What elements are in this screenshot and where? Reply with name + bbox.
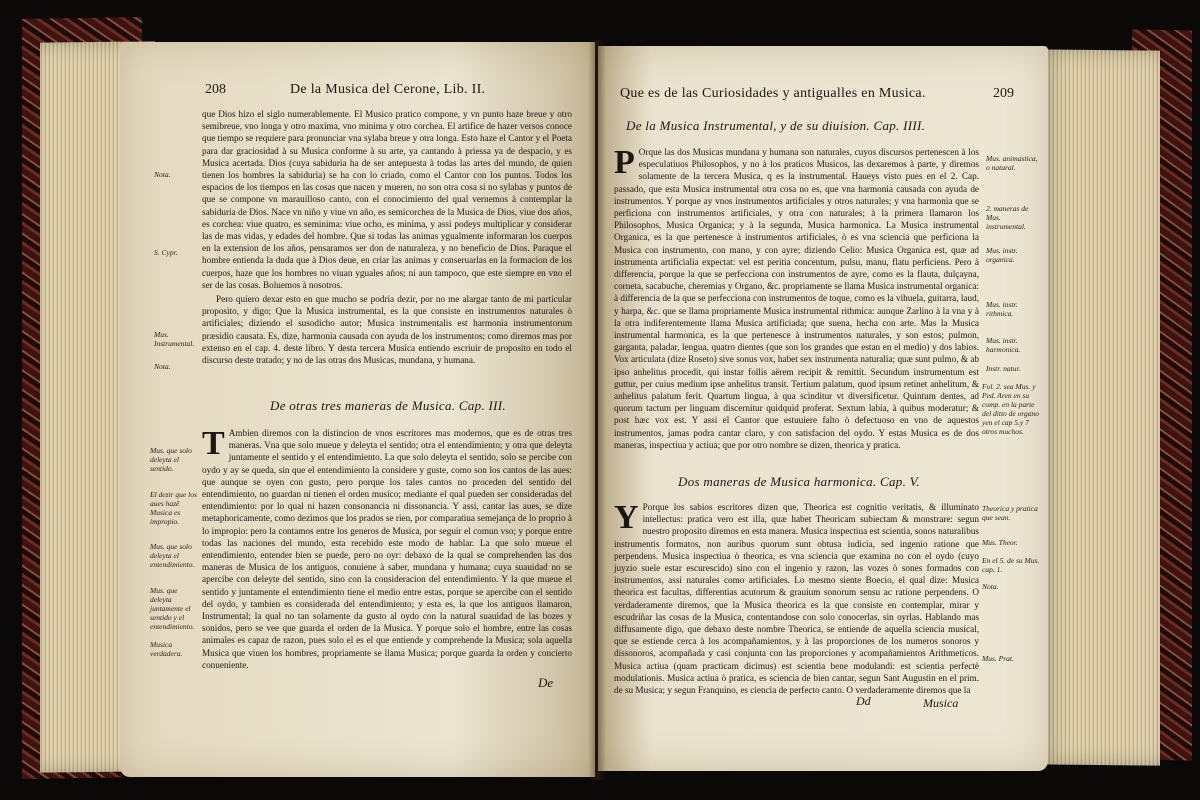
left-page-number: 208 [205,82,226,97]
dropcap: T [202,425,225,462]
margin-note: Mus. que deleyta juntamente el sentido y el entendimiento. [150,586,195,631]
margin-note: S. Cypr. [154,248,178,257]
margin-note: Theorica y pratica que sean. [982,504,1038,522]
paragraph [614,501,979,696]
catchword: Musica [923,696,959,710]
left-body-top [202,108,572,368]
margin-note: Mus. Theor. [982,538,1018,547]
margin-note: Nota. [982,582,999,591]
paragraph-text: Ambien diremos con la distincion de vnos escritores mas modernos, que es de otras tres maneras. Vna que solo mueue y deleyta el sentido; otra el entendimiento; y otra que deleyta juntamente el sentido y el entendimiento. La que solo deleyta el sentido, solo se percibe con oydo y ay se queda, sin que el entendimiento la considere y guste, como son los cantos de las aues: que aunque se oyen con gusto, pero porque los tales cantos no proceden del sentido del entendimiento, no guardan ni tienen el orden musico; mediante el qual pueden ser consideradas del entendimiento: por lo qual ni hazen consonancia ni dissonancia. Y assi, cantar las aues, se dize metaphoricamente, como dezimos que los prados se rien, por comparatiua semejança de lo proprio à lo impropio: pero la contamos entre los generos de Musica, por seguir el comun vso; y porque entre todas las naciones del mundo, esta recebido este modo de hablar. La que solo mueue el entendimiento, entender bien se puede, pero no oyr: debaxo de la qual se comprehenden las dos maneras de Musica de los antiguos, conuiene à saber, mundana y humana; cuya suauidad no se apercibe con deleyte del sentido, sino con la consideracion del entendimiento. Y la que mueue el sentido y juntamente el entendimiento tiene el medio entre estas, porque se apercibe con el sentido del oydo, y tambien es considerada del entendimiento; y esta es, la que los antiguos llamaron, Instrumental; la qual no tan solamente da gusto al oydo con la natural suauidad de las bozes y sonidos, pero se vee que guarda el orden de la Musica. Y porque solo el hombre, entre las cosas animales es capaz de razon, pues solo el es el que entiende y comprehende la Musica; sola aquella Musica que viuen los hombres, propriamente se llama Musica; porque guarda la orden y concierto conueniente. [202,428,572,670]
dropcap: P [614,144,635,181]
left-running-head: De la Musica del Cerone, Lib. II. [290,82,486,97]
margin-note: Mus. animastica, o natural. [986,154,1038,172]
margin-note: Musica verdadera. [150,640,183,658]
margin-note: Mus. instr. rithmica. [986,300,1018,318]
paragraph-text: Porque los sabios escritores dizen que, Theorica est cognitio veritatis, & illuminato intellectus: pratica vero est illa, quæ habet Theoricam subiectam & monstrare: segun nuestro proposito diremos en esta manera. Musica inspectiua est scientia, sonos naturalibus instrumentis formatos, non auribus quorum sunt obtusa iudicia, sed ingenio ratione que perpendens. Musica inspectiua ò theorica, es vna sciencia que examina no con el oydo (cuyo juyzio suele estar escurescido) sino con el ingenio y razon, las vozes ò sones formados con instrumentos, assi naturales como artificiales. Lo mesmo siente Boecio, el qual dize: Musica theorica est facultas, differentias acutorum & grauium sonorum sensu ac ratione perpendens. O verdaderamente diremos, que la Musica theorica es la que consiste en contemplar, mirar y escudriñar las cosas de la Musica, contentandose con solo conocerlas, sin oyrlas. Hablando mas diffusamente digo, que debaxo deste nombre Theorica, se entiende de aquella sciencia musical, que se estiende cerca à los acompañamientos, y à las proporciones de los numeros sonoros y dissonoros, acompañada y casi conjunta con las proporciones y acompañamientos Arithmeticos. Musica actiua (quam practicam dicimus) est scientia bene modulandi: est scientia perfectè modulationis. Musica actiua ò pratica, es sciencia de bien cantar, segun Sant Augustin en el prim. de su Musica; y segun Franquino, es ciencia de perfecto canto. O verdaderamente diremos que la [614,502,979,696]
margin-note: Instr. natur. [986,364,1021,373]
book-gutter [588,40,606,780]
paragraph: Pero quiero dexar esto en que mucho se podria dezir, por no me alargar tanto de mi particular proposito, y digo; Que la Musica instrumental, es la que consiste en instrumentos naturales ò artificiales; diziendo el susodicho autor; Musica instrumentalis est harmonia instrumentorum præsidio causata. Es, dize, harmonia causada con ayuda de los instrumentos; como diremos mas por extenso en el cap. 4. deste libro. Y desta tercera Musica entiendo escriuir de proposito en todo el discurso deste tratado; y no de las otras dos Musicas, mundana, y humana. [202,294,572,366]
left-body-bottom [202,427,572,673]
margin-note: Nota. [154,170,171,179]
chapter-heading: De otras tres maneras de Musica. Cap. III. [270,398,506,413]
margin-note: Mus. instr. harmonica. [986,336,1021,354]
paragraph [614,146,979,451]
dropcap: Y [614,499,639,536]
chapter-heading: Dos maneras de Musica harmonica. Cap. V. [678,474,920,489]
right-page-number: 209 [993,86,1014,101]
right-page-edges [1040,49,1160,765]
right-body-bottom [614,501,979,698]
catchword: De [538,675,554,690]
left-page [120,42,595,777]
right-page [598,46,1048,771]
margin-note: El dezir que los aues hazē Musica es impropio. [150,490,197,526]
signature-mark: Dd [856,694,871,708]
margin-note: Mus. Prat. [982,654,1014,663]
right-body-top [614,146,979,453]
paragraph [202,427,572,671]
margin-note: Nota. [154,362,171,371]
margin-note: Mus. que solo deleyta el entendimiento. [150,542,195,569]
chapter-heading: De la Musica Instrumental, y de su diuision. Cap. IIII. [626,118,926,133]
margin-note: En el 5. de su Mus. cap. 1. [982,556,1040,574]
margin-note: Fol. 2. sea Mus. y Ped. Aren en su comp. en la parte del ditto de organo yen el cap 5.y 7 otros muchos. [982,382,1040,436]
margin-note: Mus. Instrumental. [154,330,195,348]
margin-note: 2. maneras de Mus. instrumental. [986,204,1029,231]
paragraph-text: Orque las dos Musicas mundana y humana son naturales, cuyos discursos pertenescen à los especulatiuos Philosophos, y no à los praticos Musicos, las dexaremos à parte, y diremos solamente de la tercera Musica, q es la instrumental. Haueys visto pues en el 2. Cap. passado, que esta Musica instrumental otra cosa no es, que vna harmonia causada con ayuda de instrumentos. Y porque ay vnos instrumentos artificiales y otros naturales; y vna harmonia que se perficiona con instrumentos artificiales, y otra con naturales; à la primera llamaron los Philosophos, Musica Organica; y à la segunda, Musica harmonica. La Musica instrumental Organica, es la que pertenesce à instrumentos artificiales, ò es vna sciencia que perficiona la Musica con instrumento, con mano, y con ayre; diziendo Celio: Musica Organica est, quæ ad instrumenta artificialia expectat: vel est peritia concentum, pulsu, manu, flatu perficiens. Pero à differencia, porque la que se perfecciona con instrumentos de ayre, como es la flauta, dulçayna, corneta, sacabuche, cheremias y Organo, &c. propriamente se llama Musica instrumental organica: à differencia de la que se perfecciona con instrumentos de toque, como es la vihuela, guitarra, laud, y harpa, &c. que se llama propriamente Musica instrumental rithmica: aunque Zarlino à la vna y à la otra indiferentemente llama Musica artificiada; que suena, hecha con arte. Mas la Musica instrumental harmonica, es la que pertenesce à instrumentos naturales, y son estos; pulmon, garganta, paladar, lengua, quatro dientes (que son los grandes que estan en el medio) y dos labios. Vox articulata (dize Roseto) sive sonus vox, habet sex instrumenta naturalia; quæ sunt pulmo, & ab ipso anhelitus procedit, qui instar follis aërem recipit & remittit. Secundum instrumentum est guttur, per cuius medium ipse anhelitus transit. Tertium palatum, quod ipsum retinet anhelitum, & anhelitus palatum ferit. Quartum lingua, à qua scinditur vt diversificetur. Quintum dentes, ad quorum tactum per linguam discernitur quidquid proferat. Sextum labia, à quibus moderatur; & post hæc vox est. Y assi el Cantor que estuuiere falto ò defectuoso en vno de aquestos instrumentos, jamas podra cantar claro, y con satisfacion del oydo. Y estas Musica es de dos maneras, inspectiua y actiua; que por otro nombre se dizen, theorica y pratica. [614,147,979,450]
margin-note: Mus. instr. organica. [986,246,1018,264]
paragraph: que Dios hizo el siglo numerablemente. El Musico pratico compone, y vn punto haze breue y otro semibreue, vno longa y otro maxima, vno minima y otro corchea. El artifice de hazer versos conoce que tiempo se requiere para pronunciar vna sylaba breue y otra longa. Esto haze el Cantor y el Poeta para dar graciosidad à su Musica conforme à su arte, ya cantando à priessa ya de despacio, y es Musica acertada. Dios (cuya sabiduria ha de ser antepuesta à todas las artes del mundo, de quien tienen los hombres la sabiduria) se ha con lo criado, como el Cantor con los puntos. Todos los espacios de los tiempos en las cosas que nacen y mueren, no son otra cosa si no sylabas y puntos de que se compone vn marauilloso canto, con el conocimiento del qual vernemos à contemplar la sabiduria de Dios. Nace vn niño y viue vn año, es semicorchea de la Musica de Dios, viue dos años, es corchea: viue quatro, es seminima: viue ocho, es minima, y assi podeys multiplicar y considerar las de mas vidas, y edades del hombre. Que si todas las animas ygualmente informaran los cuerpos en la extension de los años, pensaramos ser don de naturaleza, y no beneficio de Dios. Paraque el hombre entienda la duda que à Dios deue, en criar las animas y conseruarlas en la formacion de los cuerpos, haze que los hombres no viuan yguales años; ni aun tampoco, que este siempre en vno el ser de las cosas. Boluemos à nosotros. [202,109,572,290]
right-running-head: Que es de las Curiosidades y antigualles en Musica. [620,86,926,101]
margin-note: Mus. que solo deleyta el sentido. [150,446,192,473]
